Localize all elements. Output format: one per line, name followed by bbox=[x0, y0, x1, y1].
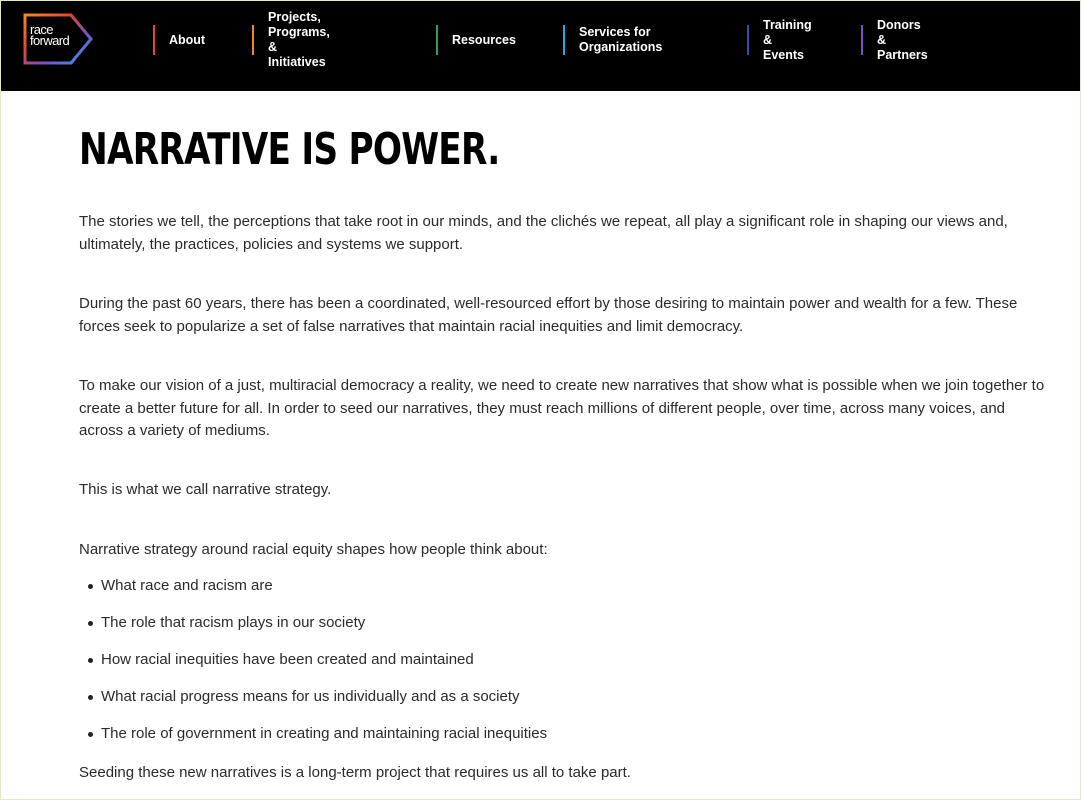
bullet-dot-icon bbox=[88, 732, 93, 737]
narrative-topics-list bbox=[79, 575, 979, 760]
bullet-dot-icon bbox=[88, 621, 93, 626]
paragraph-stories: The stories we tell, the perceptions that take root in our minds, and the clichés we repeat, all play a significant role in shaping our views and, ultimately, the practices, policies and systems we support. bbox=[79, 213, 1008, 253]
list-item bbox=[79, 649, 979, 686]
nav-divider bbox=[153, 25, 155, 55]
logo-text bbox=[30, 24, 69, 46]
race-forward-logo[interactable] bbox=[23, 13, 93, 65]
nav-label: Training & Events bbox=[763, 17, 812, 62]
nav-divider bbox=[747, 25, 749, 55]
nav-divider bbox=[436, 25, 438, 55]
bullet-dot-icon bbox=[88, 658, 93, 663]
bullet-dot-icon bbox=[88, 584, 93, 589]
paragraph-vision: To make our vision of a just, multiracial democracy a reality, we need to create new narratives that show what is possible when we join together to create a better future for all. In order to seed our narratives, they must reach millions of different people, over time, across many voices, and across a variety of mediums. bbox=[79, 377, 1045, 439]
paragraph-past-60-years: During the past 60 years, there has been a coordinated, well-resourced effort by those desiring to maintain power and wealth for a few. These forces seek to popularize a set of false narratives that maintain racial inequities and limit democracy. bbox=[79, 295, 1018, 335]
bullet-dot-icon bbox=[88, 695, 93, 700]
list-item-text: What race and racism are bbox=[101, 577, 273, 594]
site-header bbox=[1, 1, 1080, 91]
paragraph-narrative-strategy: This is what we call narrative strategy. bbox=[79, 481, 332, 498]
page-title: NARRATIVE IS POWER. bbox=[79, 124, 500, 175]
nav-label: Donors & Partners bbox=[877, 17, 928, 62]
logo-line-2: forward bbox=[30, 33, 70, 48]
nav-divider bbox=[861, 25, 863, 55]
list-item-text: The role of government in creating and maintaining racial inequities bbox=[101, 725, 548, 742]
nav-divider bbox=[252, 25, 254, 55]
paragraph-shapes-how-people-think: Narrative strategy around racial equity shapes how people think about: bbox=[79, 541, 548, 558]
nav-label: Resources bbox=[452, 32, 516, 47]
logo-line-1: race bbox=[30, 22, 53, 37]
list-item bbox=[79, 575, 979, 612]
nav-label: Services for Organizations bbox=[579, 25, 663, 54]
nav-label: Projects, Programs, & Initiatives bbox=[268, 10, 330, 69]
list-item bbox=[79, 723, 979, 760]
paragraph-closing: Seeding these new narratives is a long-term project that requires us all to take part. bbox=[79, 764, 631, 781]
list-item bbox=[79, 612, 979, 649]
nav-divider bbox=[563, 25, 565, 55]
list-item bbox=[79, 686, 979, 723]
nav-label: About bbox=[169, 32, 206, 47]
list-item-text: What racial progress means for us individually and as a society bbox=[101, 688, 520, 705]
list-item-text: How racial inequities have been created and maintained bbox=[101, 651, 474, 668]
list-item-text: The role that racism plays in our society bbox=[101, 614, 366, 631]
